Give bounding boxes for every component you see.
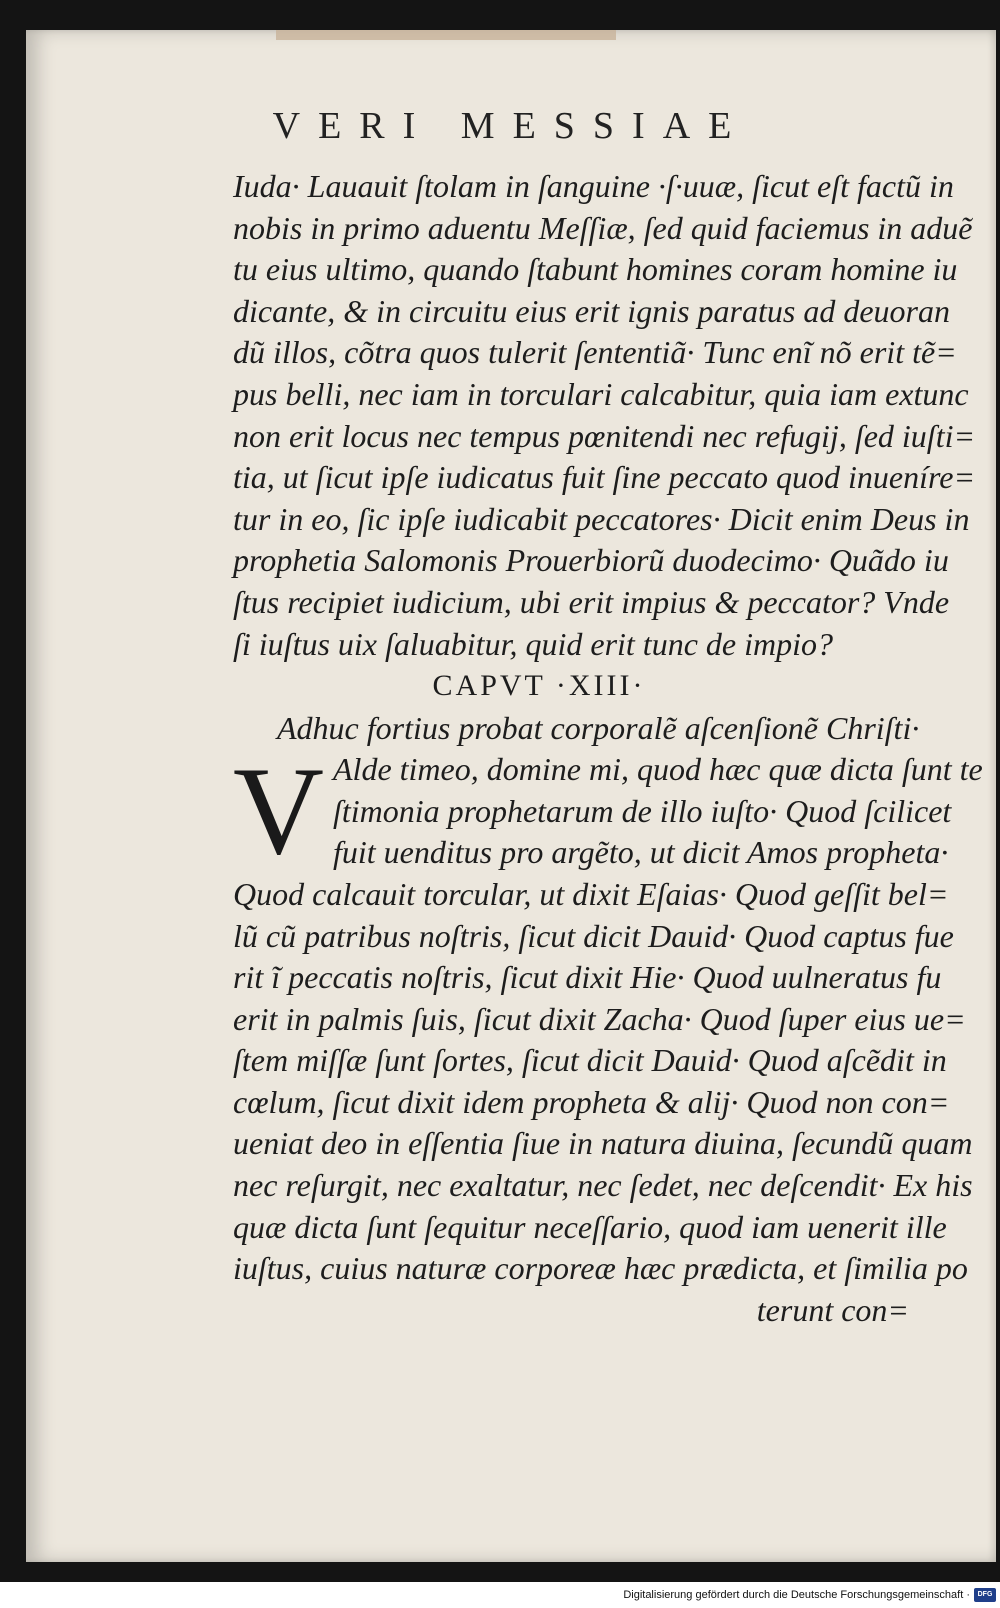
text-line: pus belli, nec iam in torculari calcabitur, quia iam extunc: [233, 375, 969, 412]
text-line: Quod calcauit torcular, ut dixit Eſaias· Quod geſſit bel=: [233, 875, 949, 912]
text-line: Iuda· Lauauit ſtolam in ſanguine ·ſ·uuæ, ſicut eſt factũ in: [233, 168, 954, 204]
text-line: ſi iuſtus uix ſaluabitur, quid erit tunc de impio?: [233, 625, 833, 662]
text-line: nobis in primo aduentu Meſſiæ, ſed quid faciemus in aduẽ: [233, 209, 973, 246]
dfg-logo-icon: [974, 1588, 996, 1602]
dropcap-paragraph: [233, 742, 983, 882]
text-line: quæ dicta ſunt ſequitur neceſſario, quod iam uenerit ille: [233, 1208, 947, 1245]
page-top-edge: [276, 30, 616, 40]
lines-after: [233, 874, 973, 1290]
chapter-heading: CAPVT ·XIII·: [432, 669, 646, 703]
text-line: nec reſurgit, nec exaltatur, nec ſedet, nec deſcendit· Ex his: [233, 1167, 973, 1204]
text-line: cœlum, ſicut dixit idem propheta & alij· Quod non con=: [233, 1083, 950, 1120]
text-line: erit in palmis ſuis, ſicut dixit Zacha· Quod ſuper eius ue=: [233, 1000, 966, 1037]
text-line: fuit uenditus pro argẽto, ut dicit Amos propheta·: [333, 834, 949, 871]
chapter-summary: Adhuc fortius probat corporalẽ aſcenſionẽ Chriſti·: [277, 710, 920, 747]
text-line: dũ illos, cõtra quos tulerit ſententiã· Tunc enĩ nõ erit tẽ=: [233, 334, 957, 371]
lines-before: [233, 166, 976, 665]
text-line: ſtimonia prophetarum de illo iuſto· Quod ſcilicet: [333, 792, 952, 829]
text-line: ſtus recipiet iudicium, ubi erit impius & peccator? Vnde: [233, 583, 950, 620]
running-head: VERI MESSIAE: [272, 105, 750, 147]
catchword: terunt con=: [756, 1291, 909, 1328]
text-line: iuſtus, cuius naturæ corporeæ hæc prædicta, et ſimilia po: [233, 1250, 968, 1287]
text-line: dicante, & in circuitu eius erit ignis paratus ad deuoran: [233, 292, 950, 329]
text-line: Alde timeo, domine mi, quod hæc quæ dicta ſunt te: [333, 751, 983, 788]
text-line: prophetia Salomonis Prouerbiorũ duodecimo· Quãdo iu: [233, 542, 949, 579]
text-line: non erit locus nec tempus pœnitendi nec refugij, ſed iuſti=: [233, 417, 976, 454]
digitization-footer: [0, 1582, 1000, 1608]
text-line: tur in eo, ſic ipſe iudicabit peccatores· Dicit enim Deus in: [233, 500, 970, 537]
dfg-logo-text: DFG: [977, 1591, 993, 1598]
text-line: tu eius ultimo, quando ſtabunt homines coram homine iu: [233, 251, 958, 288]
dropcap-initial: V: [233, 742, 324, 882]
text-line: ueniat deo in eſſentia ſiue in natura diuina, ſecundũ quam: [233, 1125, 973, 1162]
text-block: [233, 166, 983, 1331]
book-page: [26, 30, 996, 1562]
text-line: lũ cũ patribus noſtris, ſicut dicit Dauid· Quod captus fue: [233, 917, 954, 954]
text-line: tia, ut ſicut ipſe iudicatus fuit ſine peccato quod inueníre=: [233, 459, 976, 496]
text-line: ſtem miſſæ ſunt ſortes, ſicut dicit Dauid· Quod aſcẽdit in: [233, 1042, 947, 1079]
text-line: rit ĩ peccatis noſtris, ſicut dixit Hie· Quod uulneratus fu: [233, 959, 942, 996]
footer-credit: Digitalisierung gefördert durch die Deutsche Forschungsgemeinschaft ·: [623, 1589, 970, 1601]
